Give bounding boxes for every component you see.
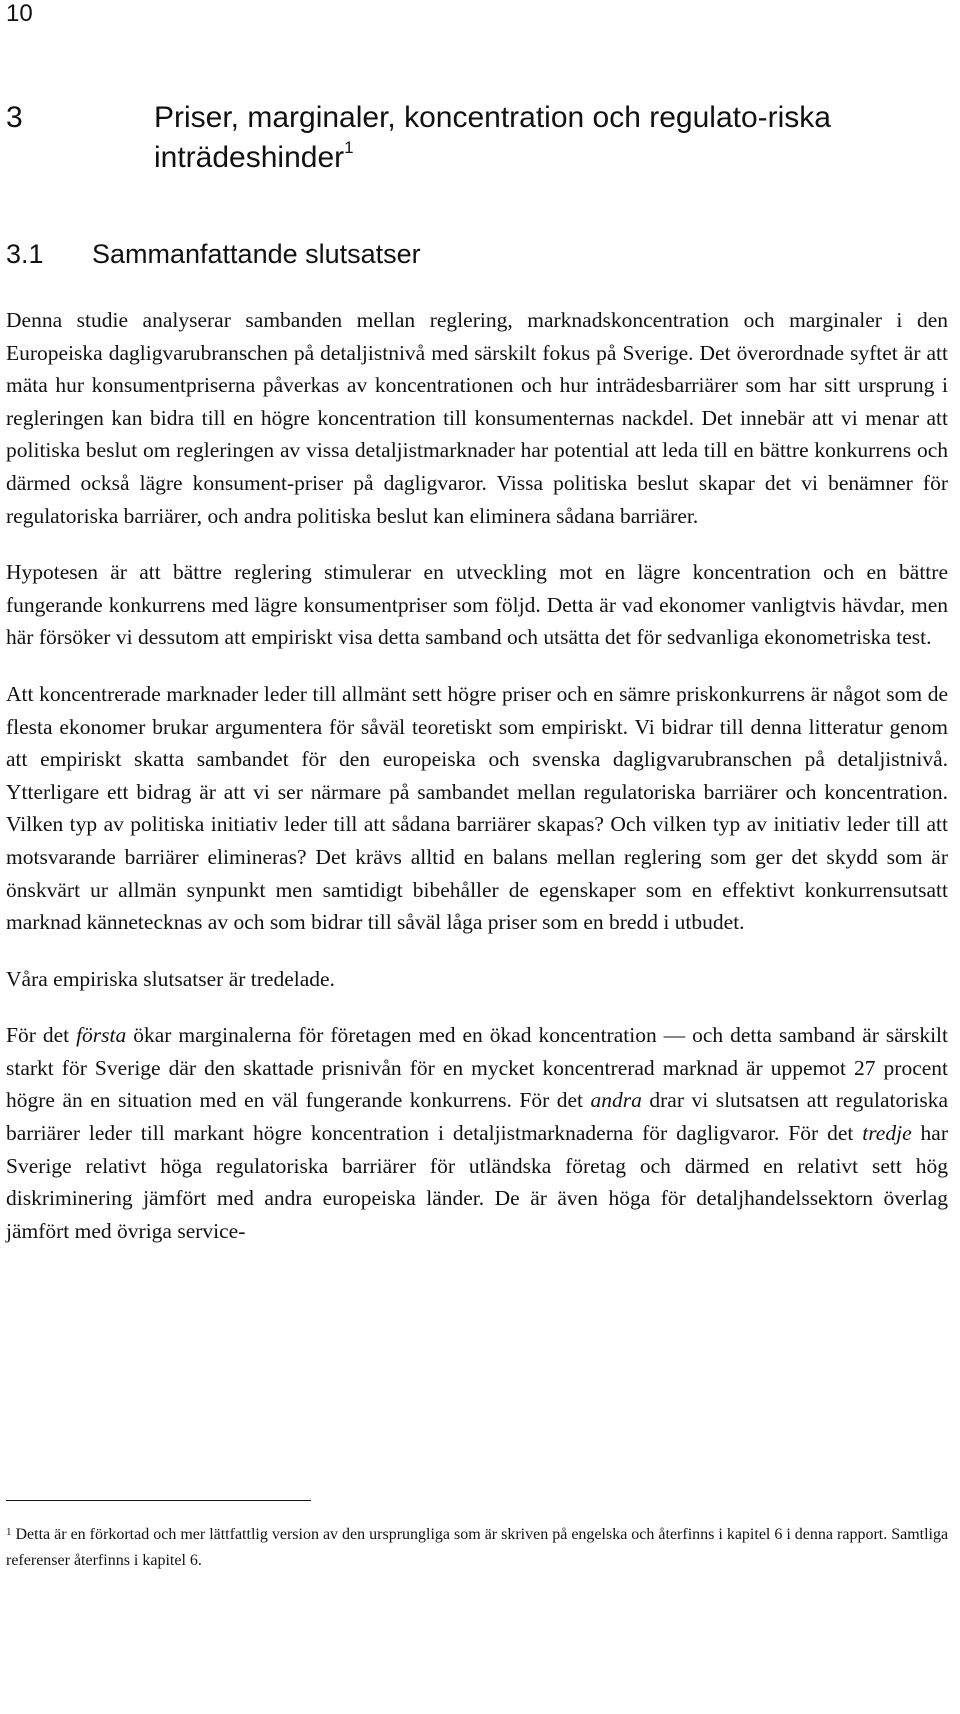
- footnote-text: Detta är en förkortad och mer lättfattlig version av den ursprungliga som är skriven på engelska och återfinns i kapitel 6 i denna rapport. Samtliga referenser återfinns i kapitel 6.: [6, 1526, 949, 1569]
- section-title: Sammanfattande slutsatser: [92, 239, 421, 269]
- paragraph-2: Hypotesen är att bättre reglering stimulerar en utveckling mot en lägre koncentration och en bättre fungerande konkurrens med lägre konsumentpriser som följd. Detta är vad ekonomer vanligtvis hävdar, men här försöker vi dessutom att empiriskt visa detta samband och utsätta det för sedvanliga ekonometriska test.: [6, 560, 948, 650]
- footnote-divider: [6, 1500, 311, 1501]
- p5-first-pre: För det: [6, 1023, 77, 1048]
- section-number: 3.1: [6, 239, 44, 269]
- paragraph-3: Att koncentrerade marknader leder till allmänt sett högre priser och en sämre priskonkurrens är något som de flesta ekonomer brukar argumentera för såväl teoretiskt som empiriskt. Vi bidrar till denna litteratur genom att empiriskt skatta sambandet för den europeiska och svenska dagligvarubranschen på detaljistnivå. Ytterligare ett bidrag är att vi ser närmare på sambandet mellan regulatoriska barriärer och koncentration. Vilken typ av politiska initiativ leder till att sådana barriärer skapas? Och vilken typ av initiativ leder till att motsvarande barriärer elimineras? Det krävs alltid en balans mellan reglering som ger det skydd som är önskvärt ur allmän synpunkt men samtidigt bibehåller de egenskaper som en effektivt konkurrensutsatt marknad kännetecknas av och som bidrar till såväl låga priser som en bredd i utbudet.: [6, 681, 948, 935]
- chapter-title: Priser, marginaler, koncentration och regulato-riska inträdeshinder: [154, 101, 831, 174]
- p5-second-post: drar vi slutsatsen att regulatoriska barriärer leder till markant högre koncentration i detaljistmarknaderna för dagligvaror.: [6, 1088, 949, 1146]
- footnote-reference: 1: [344, 138, 354, 157]
- paragraph-5: [6, 1019, 948, 1247]
- p5-first-post: ökar marginalerna för företagen med en ökad koncentration — och detta samband är särskilt starkt för Sverige där den skattade prisnivån för en mycket koncentrerad marknad är uppemot 27 procent högre än en situation med en väl fungerande konkurrens.: [6, 1023, 948, 1113]
- paragraph-4: Våra empiriska slutsatser är tredelade.: [6, 966, 335, 991]
- p5-first-emphasis: första: [76, 1023, 127, 1048]
- page-number: 10: [6, 0, 33, 27]
- body-text: [6, 304, 948, 1247]
- chapter-number: 3: [6, 101, 23, 134]
- p5-third-emphasis: tredje: [862, 1121, 912, 1146]
- paragraph-1: Denna studie analyserar sambanden mellan reglering, marknadskoncentration och marginaler i den Europeiska dagligvarubranschen på detaljistnivå med särskilt fokus på Sverige. Det överordnade syftet är att mäta hur konsumentpriserna påverkas av koncentrationen och hur inträdesbarriärer som har sitt ursprung i regleringen kan bidra till en högre koncentration till konsumenternas nackdel. Det innebär att vi menar att politiska beslut om regleringen av vissa detaljistmarknader har potential att leda till en bättre konkurrens och därmed också lägre konsument-priser på dagligvaror. Vissa politiska beslut skapar det vi benämner för regulatoriska barriärer, och andra politiska beslut kan eliminera sådana barriärer.: [6, 308, 948, 528]
- p5-second-emphasis: andra: [590, 1088, 642, 1113]
- p5-third-pre: För det: [788, 1121, 863, 1146]
- p5-third-post: har Sverige relativt höga regulatoriska barriärer för utländska företag och därmed en relativt sett hög diskriminering jämfört med andra europeiska länder. De är även höga för detaljhandelssektorn överlag jämfört med övriga service-: [6, 1121, 948, 1243]
- p5-second-pre: För det: [519, 1088, 591, 1113]
- footnote-mark: 1: [6, 1526, 12, 1538]
- chapter-title-wrap: [154, 98, 934, 178]
- footnote: [6, 1519, 956, 1574]
